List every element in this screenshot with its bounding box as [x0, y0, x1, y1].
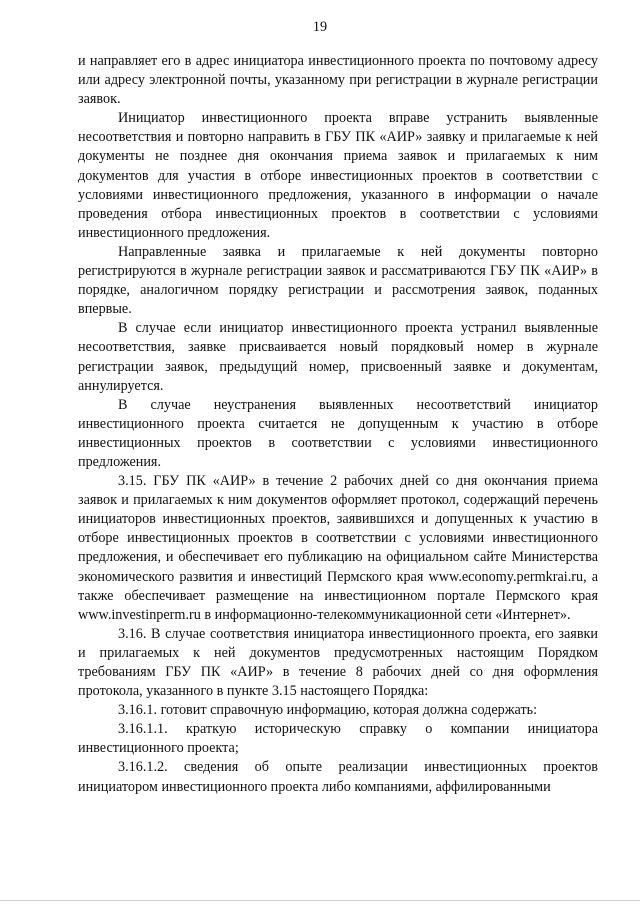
paragraph: Направленные заявка и прилагаемые к ней документы повторно регистрируются в журнале регистрации заявок и рассматриваются ГБУ ПК «АИР» в порядке, аналогичном порядку регистрации и рассмотрения заявок, поданных впервые. — [78, 243, 598, 318]
page-number: 19 — [312, 19, 328, 35]
paragraph: В случае если инициатор инвестиционного проекта устранил выявленные несоответствия, заявке присваивается новый порядковый номер в журнале регистрации заявок, предыдущий номер, присвоенный заявке и документам, аннулируется. — [78, 320, 598, 394]
paragraph: и направляет его в адрес инициатора инвестиционного проекта по почтовому адресу или адресу электронной почты, указанному при регистрации в журнале регистрации заявок. — [78, 53, 598, 108]
paragraph: Инициатор инвестиционного проекта вправе устранить выявленные несоответствия и повторно направить в ГБУ ПК «АИР» заявку и прилагаемые к ней документы не позднее дня окончания приема заявок и прилагаемых к ним документов для участия в отборе инвестиционных проектов в соответствии с условиями инвестиционного предложения, указанного в информации о начале проведения отбора инвестиционных проектов в соответствии с условиями инвестиционного предложения. — [78, 110, 598, 241]
paragraph-3-16-1: 3.16.1. готовит справочную информацию, которая должна содержать: — [118, 702, 538, 719]
paragraph-3-16-1-1: 3.16.1.1. краткую историческую справку о компании инициатора инвестиционного проекта; — [78, 721, 598, 757]
paragraph-3-16-1-2: 3.16.1.2. сведения об опыте реализации инвестиционных проектов инициатором инвестиционного проекта либо компаниями, аффилированными — [78, 759, 598, 795]
page-bottom-edge — [0, 900, 640, 901]
paragraph-3-16: 3.16. В случае соответствия инициатора инвестиционного проекта, его заявки и прилагаемых к ней документов предусмотренных настоящим Порядком требованиям ГБУ ПК «АИР» в течение 8 рабочих дней со дня оформления протокола, указанного в пункте 3.15 настоящего Порядка: — [78, 625, 598, 700]
document-body — [78, 52, 598, 797]
paragraph-3-15: 3.15. ГБУ ПК «АИР» в течение 2 рабочих дней со дня окончания приема заявок и прилагаемых к ним документов оформляет протокол, содержащий перечень инициаторов инвестиционных проектов, заявившихся и допущенных к участию в отборе инвестиционных проектов в соответствии с условиями инвестиционного предложения, и обеспечивает его публикацию на официальном сайте Министерства экономического развития и инвестиций Пермского края www.economy.permkrai.ru, а также обеспечивает размещение на инвестиционном портале Пермского края www.investinperm.ru в информационно-телекоммуникационной сети «Интернет». — [78, 473, 598, 623]
paragraph: В случае неустранения выявленных несоответствий инициатор инвестиционного проекта считается не допущенным к участию в отборе инвестиционных проектов в соответствии с условиями инвестиционного предложения. — [78, 396, 598, 470]
